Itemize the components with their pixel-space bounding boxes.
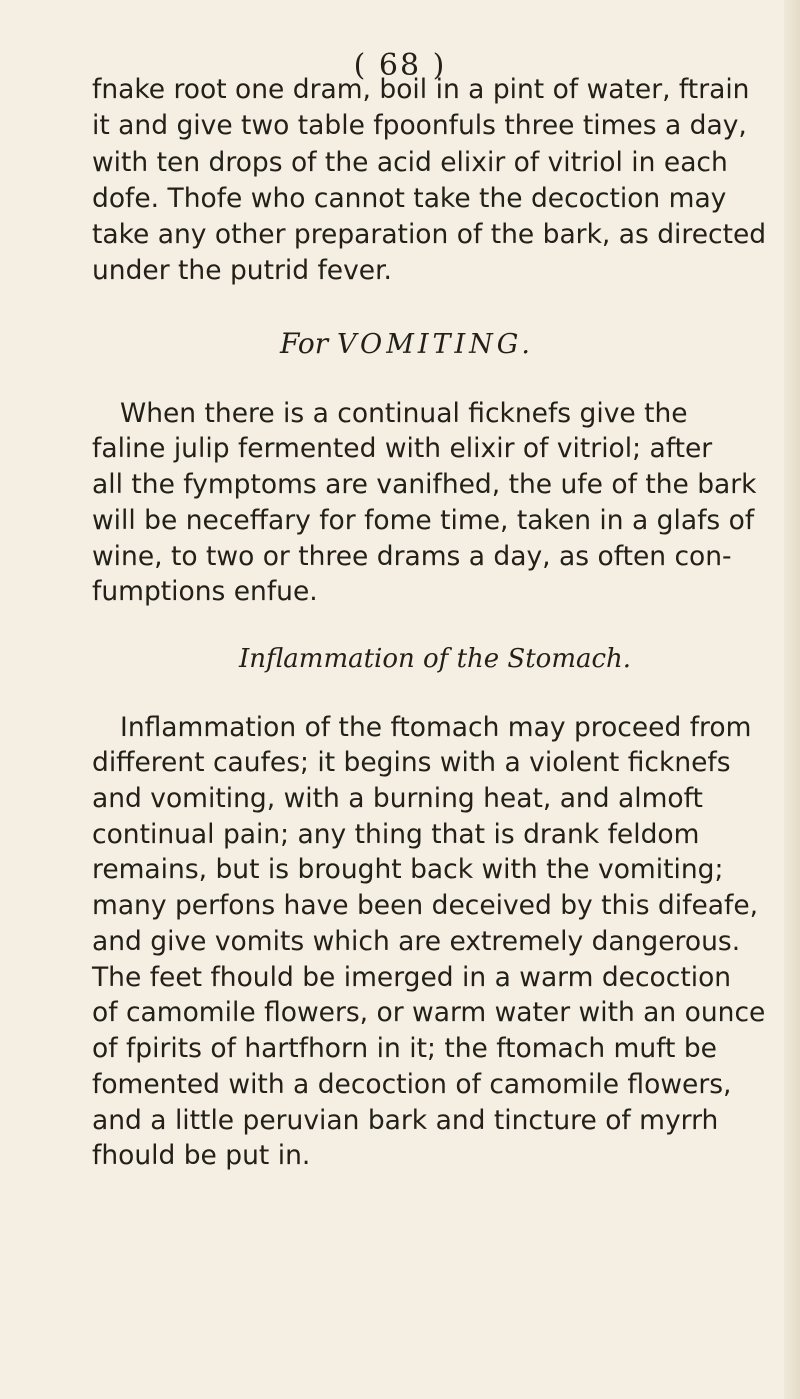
text-line: and vomiting, with a burning heat, and almoft [92,783,703,814]
text-line: many perfons have been deceived by this difeafe, [92,890,759,921]
text-line: will be neceffary for fome time, taken in a glafs of [92,505,755,536]
text-line: fhould be put in. [92,1140,311,1171]
text-line: of fpirits of hartfhorn in it; the ftomach muft be [92,1033,717,1064]
text-line: fomented with a decoction of camomile flowers, [92,1069,732,1100]
text-line: fnake root one dram, boil in a pint of water, ftrain [92,74,750,105]
section-heading-inflammation: Inflammation of the Stomach. [238,644,632,674]
text-line: remains, but is brought back with the vomiting; [92,854,724,885]
text-line: wine, to two or three drams a day, as often con- [92,541,732,572]
text-line: and give vomits which are extremely dangerous. [92,926,741,957]
text-line: Inflammation of the ftomach may proceed from [120,712,752,743]
text-line: take any other preparation of the bark, as directed [92,219,767,250]
heading-title: VOMITING. [337,329,534,360]
text-line: continual pain; any thing that is drank feldom [92,819,700,850]
heading-prefix: For [279,327,329,360]
text-line: The feet fhould be imerged in a warm decoction [92,962,732,993]
text-line: dofe. Thofe who cannot take the decoction may [92,183,727,214]
text-line: with ten drops of the acid elixir of vitriol in each [92,147,728,178]
text-line: of camomile flowers, or warm water with an ounce [92,997,766,1028]
page-number: ( 68 ) [353,48,447,83]
text-line: When there is a continual ficknefs give the [120,398,688,429]
text-line: under the putrid fever. [92,255,392,286]
text-line: it and give two table fpoonfuls three times a day, [92,110,747,141]
text-line: faline julip fermented with elixir of vitriol; after [92,433,713,464]
text-line: different caufes; it begins with a violent ficknefs [92,747,731,778]
section-heading-vomiting [0,326,800,363]
text-line: and a little peruvian bark and tincture of myrrh [92,1105,719,1136]
text-line: fumptions enfue. [92,576,318,607]
text-line: all the fymptoms are vanifhed, the ufe of the bark [92,469,757,500]
